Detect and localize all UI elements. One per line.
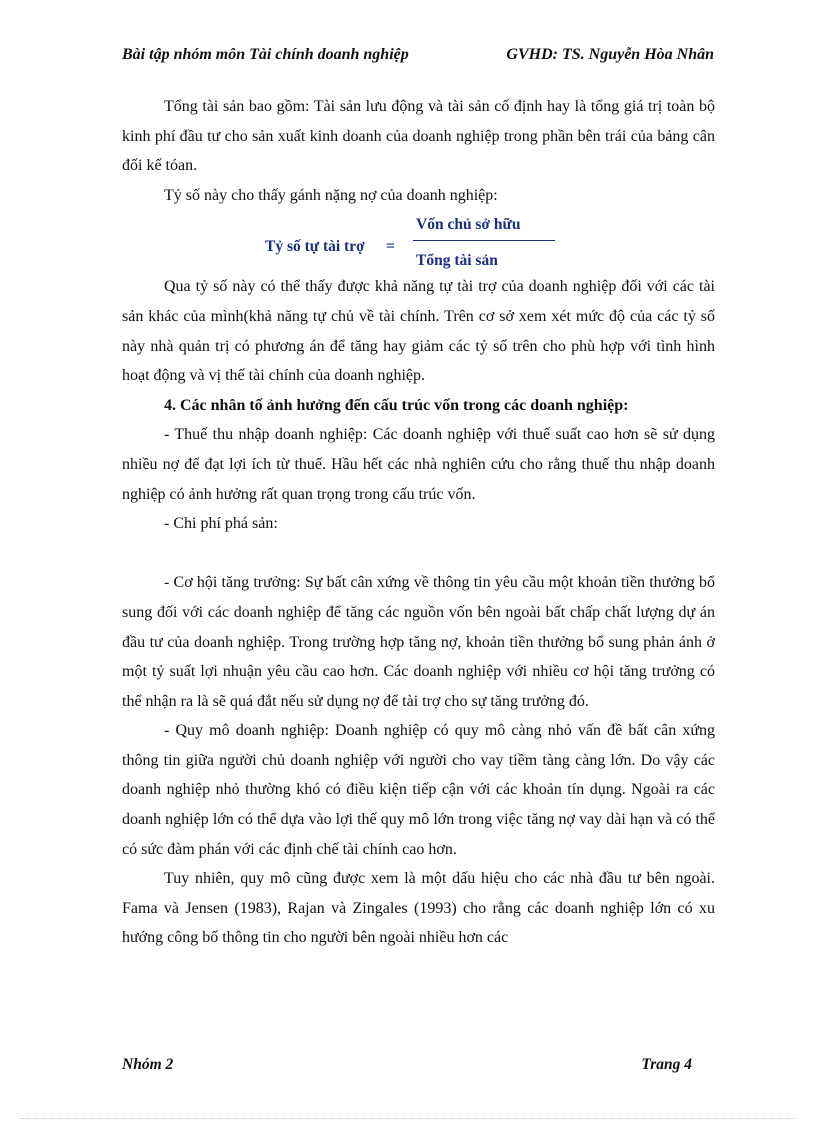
section-heading-capital-structure-factors: 4. Các nhân tố ảnh hưởng đến cấu trúc vốn trong các doanh nghiệp: — [164, 396, 629, 414]
page-bottom-divider — [20, 1118, 796, 1119]
document-body — [122, 92, 715, 953]
formula-self-financing-ratio — [122, 210, 715, 272]
formula-denominator: Tổng tài sản — [416, 252, 498, 270]
page-header — [122, 46, 714, 64]
page-footer — [122, 1056, 692, 1074]
paragraph-ratio-meaning: Qua tỷ số này có thể thấy được khả năng tự tài trợ của doanh nghiệp đối với các tài sản khác của mình(khả năng tự chủ về tài chính. Trên cơ sở xem xét mức độ của các tỷ số này nhà quản trị có phương án để tăng hay giảm các tỷ số trên cho phù hợp với tình hình hoạt động và vị thế tài chính của doanh nghiệp. — [122, 278, 715, 385]
paragraph-size-signal: Tuy nhiên, quy mô cũng được xem là một dấu hiệu cho các nhà đầu tư bên ngoài. Fama và Jensen (1983), Rajan và Zingales (1993) cho rằng các doanh nghiệp lớn có xu hướng công bố thông tin cho người bên ngoài nhiều hơn các — [122, 870, 715, 947]
formula-equals: = — [386, 238, 395, 256]
header-course-title: Bài tập nhóm môn Tài chính doanh nghiệp — [122, 46, 409, 63]
paragraph-firm-size: - Quy mô doanh nghiệp: Doanh nghiệp có quy mô càng nhỏ vấn đề bất cân xứng thông tin giữa người chủ doanh nghiệp với người cho vay tiềm tàng càng lớn. Do vậy các doanh nghiệp nhỏ thường khó có điều kiện tiếp cận với các khoản tín dụng. Ngoài ra các doanh nghiệp lớn có thể dựa vào lợi thế quy mô lớn trong việc tăng nợ vay dài hạn và có thể có sức đàm phán với các định chế tài chính cao hơn. — [122, 722, 715, 858]
paragraph-corporate-tax: - Thuế thu nhập doanh nghiệp: Các doanh nghiệp với thuế suất cao hơn sẽ sử dụng nhiều nợ để đạt lợi ích từ thuế. Hầu hết các nhà nghiên cứu cho rằng thuế thu nhập doanh nghiệp có ảnh hưởng rất quan trọng trong cấu trúc vốn. — [122, 426, 715, 503]
footer-group: Nhóm 2 — [122, 1056, 174, 1073]
formula-label: Tỷ số tự tài trợ — [265, 238, 365, 256]
paragraph-bankruptcy-cost: - Chi phí phá sản: — [164, 515, 278, 533]
paragraph-ratio-intro: Tỷ số này cho thấy gánh nặng nợ của doanh nghiệp: — [164, 186, 498, 204]
header-instructor: GVHD: TS. Nguyễn Hòa Nhân — [506, 46, 714, 63]
footer-page-number: Trang 4 — [641, 1056, 692, 1073]
paragraph-growth-opportunity: - Cơ hội tăng trưởng: Sự bất cân xứng về thông tin yêu cầu một khoản tiền thưởng bổ sung đối với các doanh nghiệp để tăng các nguồn vốn bên ngoài bất chấp chất lượng dự án đầu tư của doanh nghiệp. Trong trường hợp tăng nợ, khoản tiền thưởng bổ sung phản ánh ở một tỷ suất lợi nhuận yêu cầu cao hơn. Các doanh nghiệp với nhiều cơ hội tăng trưởng có thể nhận ra là sẽ quá đắt nếu sử dụng nợ để tài trợ cho sự tăng trưởng đó. — [122, 574, 715, 710]
fraction-bar — [413, 240, 555, 241]
paragraph-total-assets: Tổng tài sản bao gồm: Tài sản lưu động và tài sản cố định hay là tổng giá trị toàn bộ kinh phí đầu tư cho sản xuất kinh doanh của doanh nghiệp trong phần bên trái của bảng cân đối kế tóan. — [122, 98, 715, 175]
formula-numerator: Vốn chủ sở hữu — [416, 216, 521, 234]
